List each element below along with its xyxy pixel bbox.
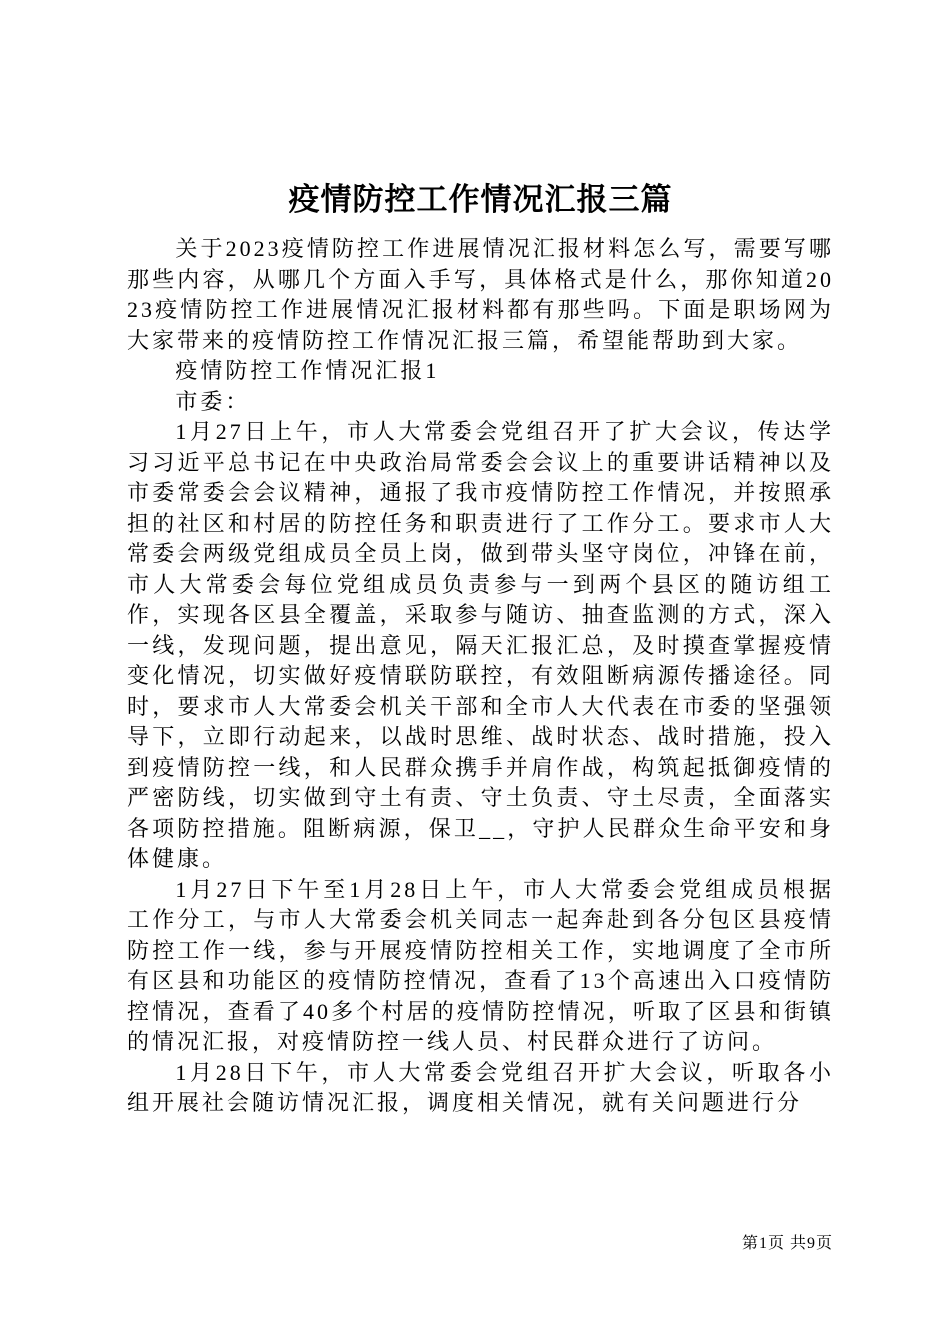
document-page bbox=[127, 180, 834, 1119]
paragraph-body-3: 1月28日下午，市人大常委会党组召开扩大会议，听取各小组开展社会随访情况汇报，调度相关情况，就有关问题进行分 bbox=[127, 1059, 834, 1115]
paragraph-intro: 关于2023疫情防控工作进展情况汇报材料怎么写，需要写哪那些内容，从哪几个方面入手写，具体格式是什么，那你知道2023疫情防控工作进展情况汇报材料都有那些吗。下面是职场网为大家带来的疫情防控工作情况汇报三篇，希望能帮助到大家。 bbox=[127, 236, 834, 353]
paragraph-section-heading: 疫情防控工作情况汇报1 bbox=[175, 358, 440, 383]
document-title: 疫情防控工作情况汇报三篇 bbox=[288, 182, 673, 217]
page-number-footer: 第1页 共9页 bbox=[741, 1235, 833, 1252]
paragraph-body-1: 1月27日上午，市人大常委会党组召开了扩大会议，传达学习习近平总书记在中央政治局常委会会议上的重要讲话精神以及市委常委会会议精神，通报了我市疫情防控工作情况，并按照承担的社区和村居的防控任务和职责进行了工作分工。要求市人大常委会两级党组成员全员上岗，做到带头坚守岗位，冲锋在前，市人大常委会每位党组成员负责参与一到两个县区的随访组工作，实现各区县全覆盖，采取参与随访、抽查监测的方式，深入一线，发现问题，提出意见，隔天汇报汇总，及时摸查掌握疫情变化情况，切实做好疫情联防联控，有效阻断病源传播途径。同时，要求市人大常委会机关干部和全市人大代表在市委的坚强领导下，立即行动起来，以战时思维、战时状态、战时措施，投入到疫情防控一线，和人民群众携手并肩作战，构筑起抵御疫情的严密防线，切实做到守土有责、守土负责、守土尽责，全面落实各项防控措施。阻断病源，保卫__，守护人民群众生命平安和身体健康。 bbox=[127, 419, 834, 871]
paragraph-salutation: 市委： bbox=[175, 388, 251, 414]
paragraph-body-2: 1月27日下午至1月28日上午，市人大常委会党组成员根据工作分工，与市人大常委会机关同志一起奔赴到各分包区县疫情防控工作一线，参与开展疫情防控相关工作，实地调度了全市所有区县和功能区的疫情防控情况，查看了13个高速出入口疫情防控情况，查看了40多个村居的疫情防控情况，听取了区县和街镇的情况汇报，对疫情防控一线人员、村民群众进行了访问。 bbox=[127, 876, 834, 1054]
document-body bbox=[127, 234, 834, 1119]
